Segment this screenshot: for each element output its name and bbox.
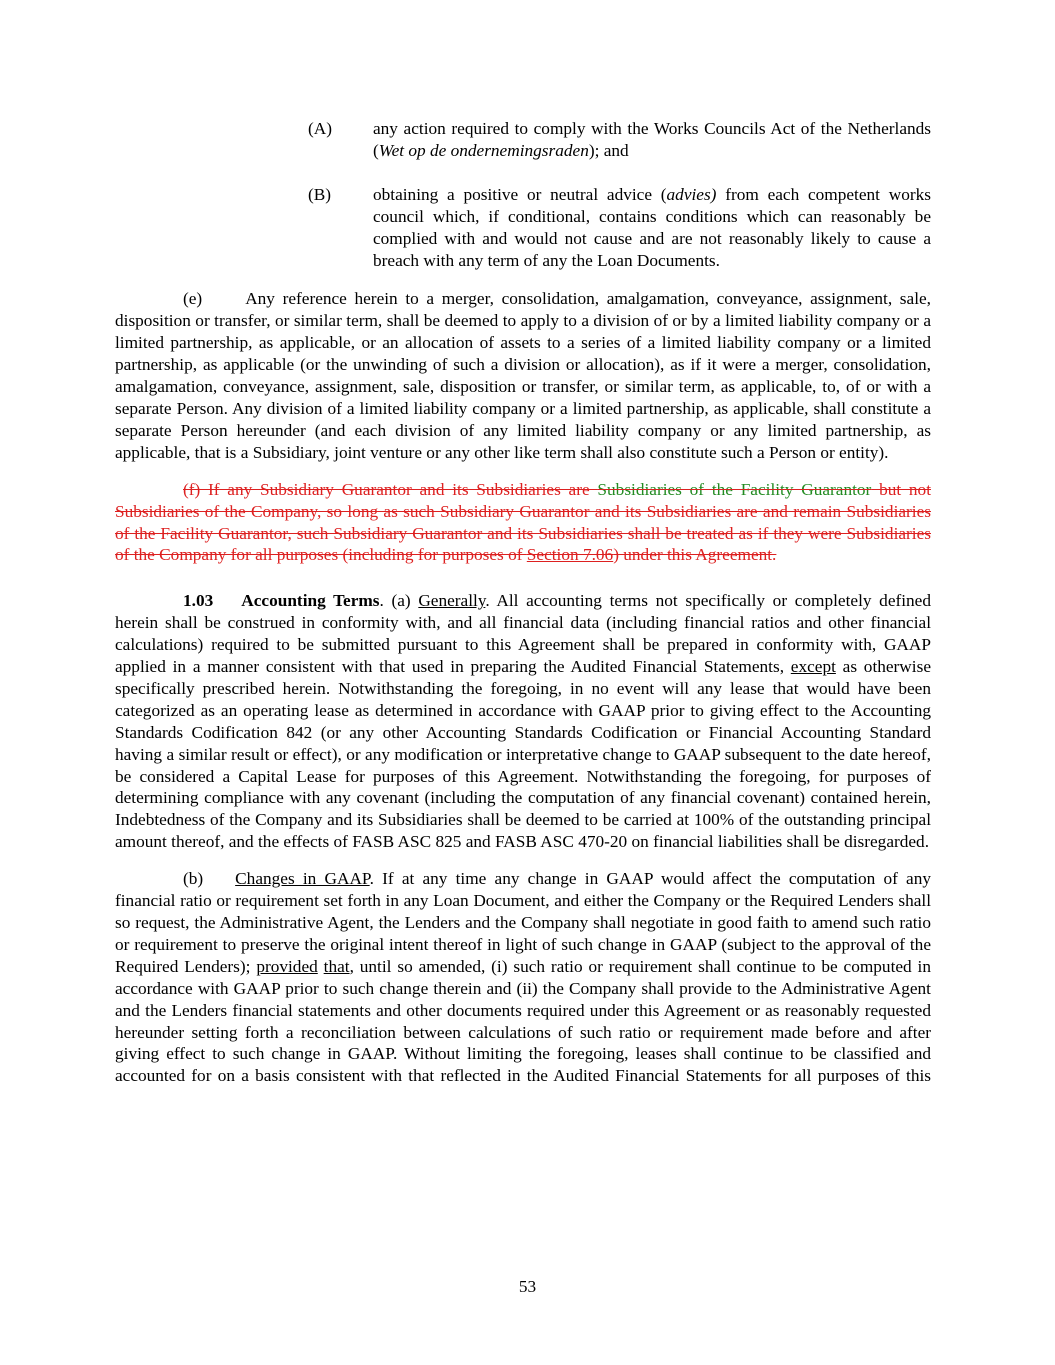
document-body [115,118,931,1087]
paragraph-b-changes-in-gaap: (b) Changes in GAAP. If at any time any change in GAAP would affect the computation of any financial ratio or requirement set forth in any Loan Document, and either the Company or the Required Lenders shall so request, the Administrative Agent, the Lenders and the Company shall negotiate in good faith to amend such ratio or requirement to preserve the original intent thereof in light of such change in GAAP (subject to the approval of the Required Lenders); provided that, until so amended, (i) such ratio or requirement shall continue to be computed in accordance with GAAP prior to such change therein and (ii) the Company shall provide to the Administrative Agent and the Lenders financial statements and other documents required under this Agreement or as reasonably requested hereunder setting forth a reconciliation between calculations of such ratio or requirement made before and after giving effect to such change in GAAP. Without limiting the foregoing, leases shall continue to be classified and accounted for on a basis consistent with that reflected in the Audited Financial Statements for all purposes of this [115,869,932,1086]
page-number: 53 [518,1277,537,1296]
clause-A [115,118,931,162]
paragraph-e: (e) Any reference herein to a merger, consolidation, amalgamation, conveyance, assignment, sale, disposition or transfer, or similar term, shall be deemed to apply to a division of or by a limited liability company or a limited partnership, as applicable, or an allocation of assets to a series of a limited liability company or a limited partnership, as applicable (or the unwinding of such a division or allocation), as if it were a merger, consolidation, amalgamation, conveyance, assignment, sale, disposition or transfer, or similar term, as applicable, to, of or with a separate Person. Any division of a limited liability company or a limited partnership, as applicable, shall constitute a separate Person hereunder (and each division of any limited liability company or any limited partnership, as applicable, that is a Subsidiary, joint venture or any other like term shall also constitute such a Person or entity). [115,289,931,462]
clause-A-text: any action required to comply with the Works Councils Act of the Netherlands (Wet op de ondernemingsraden); and [373,119,931,160]
clause-A-marker: (A) [308,119,332,138]
paragraph-f-deleted-redline: (f) If any Subsidiary Guarantor and its Subsidiaries are Subsidiaries of the Facility Guarantor but not Subsidiaries of the Company, so long as such Subsidiary Guarantor and its Subsidiaries are and remain Subsidiaries of the Facility Guarantor, such Subsidiary Guarantor and its Subsidiaries shall be treated as if they were Subsidiaries of the Company for all purposes (including for purposes of Section 7.06) under this Agreement. [115,479,931,565]
clause-B [115,184,931,272]
section-1-03-accounting-terms: 1.03 Accounting Terms. (a) Generally. All accounting terms not specifically or completely defined herein shall be construed in conformity with, and all financial data (including financial ratios and other financial calculations) required to be submitted pursuant to this Agreement shall be prepared in conformity with, GAAP applied in a manner consistent with that used in preparing the Audited Financial Statements, except as otherwise specifically prescribed herein. Notwithstanding the foregoing, in no event will any lease that would have been categorized as an operating lease as determined in accordance with GAAP prior to giving effect to the Accounting Standards Codification 842 (or any other Accounting Standards Codification or Financial Accounting Standard having a similar result or effect), or any modification or interpretative change to GAAP subsequent to the date hereof, be considered a Capital Lease for purposes of this Agreement. Notwithstanding the foregoing, for purposes of determining compliance with any covenant (including the computation of any financial covenant) contained herein, Indebtedness of the Company and its Subsidiaries shall be deemed to be carried at 100% of the outstanding principal amount thereof, and the effects of FASB ASC 825 and FASB ASC 470-20 on financial liabilities shall be disregarded. [115,591,931,852]
clause-B-text: obtaining a positive or neutral advice (advies) from each competent works council which, if conditional, contains conditions which can reasonably be complied with and would not cause and are not reasonably likely to cause a breach with any term of any the Loan Documents. [373,184,931,270]
clause-B-marker: (B) [308,184,332,204]
